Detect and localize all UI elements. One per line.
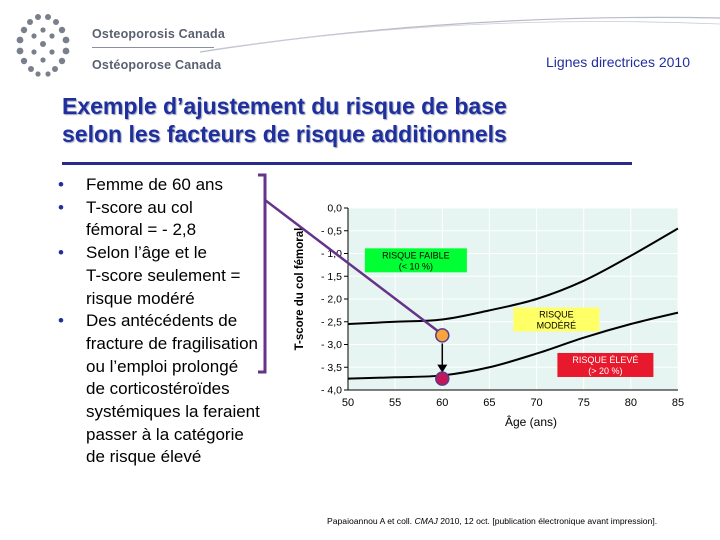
x-tick-label: 70 bbox=[530, 397, 543, 409]
citation-journal: CMAJ bbox=[414, 516, 438, 526]
x-axis-label: Âge (ans) bbox=[504, 415, 558, 429]
bullet-line: Selon l’âge et le bbox=[86, 243, 207, 263]
y-tick-label: - 1,0 bbox=[320, 248, 342, 260]
high-risk-point bbox=[436, 372, 449, 385]
bullet-line: Femme de 60 ans bbox=[86, 175, 224, 194]
low-risk-label-text: RISQUE FAIBLE bbox=[382, 250, 450, 261]
bullet-line: fracture de fragilisation bbox=[86, 333, 258, 353]
bullet-dot-icon: • bbox=[58, 243, 64, 263]
x-tick-label: 80 bbox=[624, 397, 637, 409]
bullet-line: de risque élevé bbox=[86, 447, 202, 467]
x-tick-label: 55 bbox=[389, 397, 402, 409]
citation-prefix: Papaioannou A et coll. bbox=[327, 516, 415, 526]
y-tick-label: - 2,0 bbox=[320, 293, 342, 306]
high-risk-label-text: RISQUE ÉLEVÉ bbox=[572, 354, 639, 365]
bullet-line: Des antécédents de bbox=[86, 311, 238, 331]
bullet-dot-icon: • bbox=[58, 311, 64, 331]
bullet-line: ou l’emploi prolongé bbox=[86, 356, 239, 376]
y-tick-label: - 1,5 bbox=[320, 270, 342, 283]
x-tick-label: 85 bbox=[671, 397, 685, 409]
x-tick-label: 75 bbox=[577, 397, 590, 409]
x-tick-label: 60 bbox=[436, 397, 449, 409]
org-name-fr: Ostéoporose Canada bbox=[92, 58, 222, 72]
x-tick-label: 50 bbox=[341, 397, 355, 409]
y-tick-label: - 3,0 bbox=[320, 339, 342, 351]
bullet-line: passer à la catégorie bbox=[86, 424, 244, 444]
org-name-en: Osteoporosis Canada bbox=[92, 27, 225, 41]
bullet-dot-icon: • bbox=[58, 197, 64, 217]
y-tick-label: - 0,5 bbox=[320, 225, 342, 238]
bullet-dot-icon: • bbox=[58, 175, 64, 194]
bullet-line: T-score au col bbox=[86, 197, 193, 217]
moderate-risk-label-subtext: MODÉRÉ bbox=[536, 320, 577, 331]
x-tick-label: 65 bbox=[483, 397, 496, 409]
y-axis-label: T-score du col fémoral bbox=[294, 227, 306, 351]
y-tick-label: - 3,5 bbox=[320, 361, 342, 374]
bullet-line: risque modéré bbox=[86, 288, 195, 308]
citation-suffix: 2010, 12 oct. [publication électronique avant impression]. bbox=[437, 516, 658, 526]
y-tick-label: - 4,0 bbox=[320, 384, 342, 397]
bullet-line: de corticostéroïdes bbox=[86, 379, 230, 399]
slide-title-line-1: Exemple d’ajustement du risque de base bbox=[62, 93, 507, 119]
citation bbox=[327, 516, 657, 526]
bullet-line: fémoral = - 2,8 bbox=[86, 220, 197, 240]
guidelines-label: Lignes directrices 2010 bbox=[546, 54, 690, 70]
moderate-risk-label-text: RISQUE bbox=[539, 309, 574, 320]
low-risk-label-subtext: (< 10 %) bbox=[398, 261, 434, 272]
bullet-line: T-score seulement = bbox=[86, 265, 241, 285]
slide-title-line-2: selon les facteurs de risque additionnels bbox=[62, 121, 507, 147]
moderate-risk-point bbox=[436, 329, 449, 342]
bullet-line: systémiques la feraient bbox=[86, 402, 260, 422]
high-risk-label-subtext: (> 20 %) bbox=[588, 365, 623, 376]
y-tick-label: 0,0 bbox=[327, 202, 342, 215]
y-tick-label: - 2,5 bbox=[320, 316, 342, 329]
